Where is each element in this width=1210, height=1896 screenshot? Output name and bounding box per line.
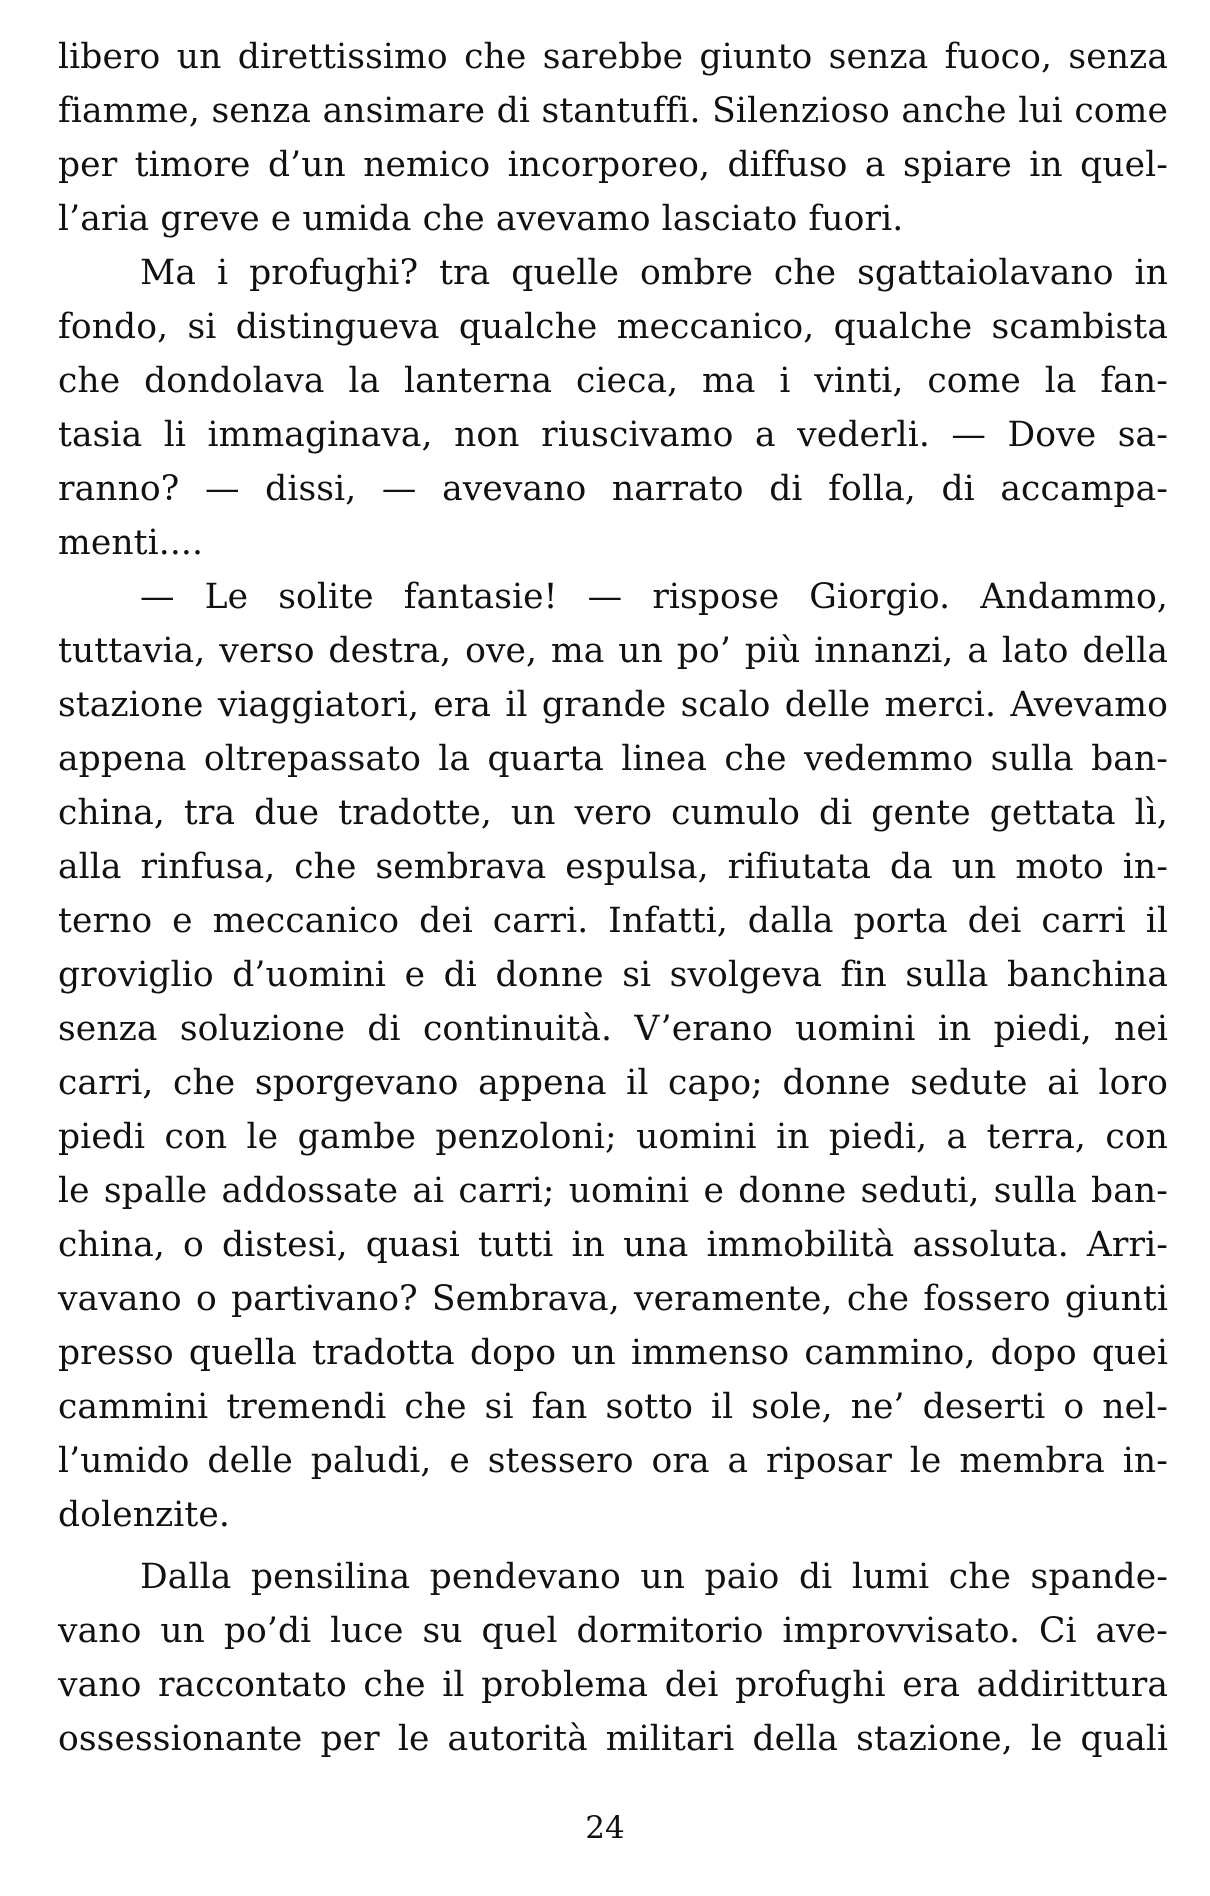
text-line: ossessionante per le autorità militari della stazione, le quali — [58, 1719, 1168, 1759]
text-line: alla rinfusa, che sembrava espulsa, rifiutata da un moto in- — [58, 847, 1168, 887]
text-line: tasia li immaginava, non riuscivamo a vederli. — Dove sa- — [58, 415, 1168, 455]
text-line: vavano o partivano? Sembrava, veramente, che fossero giunti — [58, 1279, 1168, 1319]
text-line: groviglio d’uomini e di donne si svolgeva fin sulla banchina — [58, 955, 1168, 995]
text-line: fondo, si distingueva qualche meccanico, qualche scambista — [58, 307, 1168, 347]
text-line: china, tra due tradotte, un vero cumulo di gente gettata lì, — [58, 793, 1168, 833]
page-body — [58, 30, 1168, 1766]
paragraph — [58, 570, 1168, 1542]
text-line: cammini tremendi che si fan sotto il sole, ne’ deserti o nel- — [58, 1387, 1168, 1427]
paragraph — [58, 246, 1168, 570]
text-line: l’umido delle paludi, e stessero ora a riposar le membra in- — [58, 1441, 1168, 1481]
text-line: menti.... — [58, 523, 204, 563]
text-line: vano raccontato che il problema dei profughi era addirittura — [58, 1665, 1168, 1705]
page-number: 24 — [585, 1810, 625, 1846]
text-line: appena oltrepassato la quarta linea che vedemmo sulla ban- — [58, 739, 1168, 779]
text-line: l’aria greve e umida che avevamo lasciato fuori. — [58, 199, 904, 239]
text-line: piedi con le gambe penzoloni; uomini in piedi, a terra, con — [58, 1117, 1168, 1157]
text-line: le spalle addossate ai carri; uomini e donne seduti, sulla ban- — [58, 1171, 1168, 1211]
text-line: ranno? — dissi, — avevano narrato di folla, di accampa- — [58, 469, 1168, 509]
paragraph — [58, 1550, 1168, 1766]
text-line: dolenzite. — [58, 1495, 230, 1535]
text-line: libero un direttissimo che sarebbe giunto senza fuoco, senza — [58, 37, 1168, 77]
paragraph-spacer — [58, 1542, 1168, 1550]
text-line: vano un po’di luce su quel dormitorio improvvisato. Ci ave- — [58, 1611, 1168, 1651]
paragraph — [58, 30, 1168, 246]
text-line: presso quella tradotta dopo un immenso cammino, dopo quei — [58, 1333, 1168, 1373]
text-line: — Le solite fantasie! — rispose Giorgio. Andammo, — [140, 577, 1168, 617]
text-line: stazione viaggiatori, era il grande scalo delle merci. Avevamo — [58, 685, 1168, 725]
text-line: china, o distesi, quasi tutti in una immobilità assoluta. Arri- — [58, 1225, 1168, 1265]
text-line: terno e meccanico dei carri. Infatti, dalla porta dei carri il — [58, 901, 1168, 941]
text-line: senza soluzione di continuità. V’erano uomini in piedi, nei — [58, 1009, 1168, 1049]
text-line: Ma i profughi? tra quelle ombre che sgattaiolavano in — [140, 253, 1168, 293]
text-line: Dalla pensilina pendevano un paio di lumi che spande- — [140, 1557, 1168, 1597]
text-line: per timore d’un nemico incorporeo, diffuso a spiare in quel- — [58, 145, 1168, 185]
text-line: tuttavia, verso destra, ove, ma un po’ più innanzi, a lato della — [58, 631, 1168, 671]
text-line: carri, che sporgevano appena il capo; donne sedute ai loro — [58, 1063, 1168, 1103]
text-line: che dondolava la lanterna cieca, ma i vinti, come la fan- — [58, 361, 1168, 401]
text-line: fiamme, senza ansimare di stantuffi. Silenzioso anche lui come — [58, 91, 1168, 131]
